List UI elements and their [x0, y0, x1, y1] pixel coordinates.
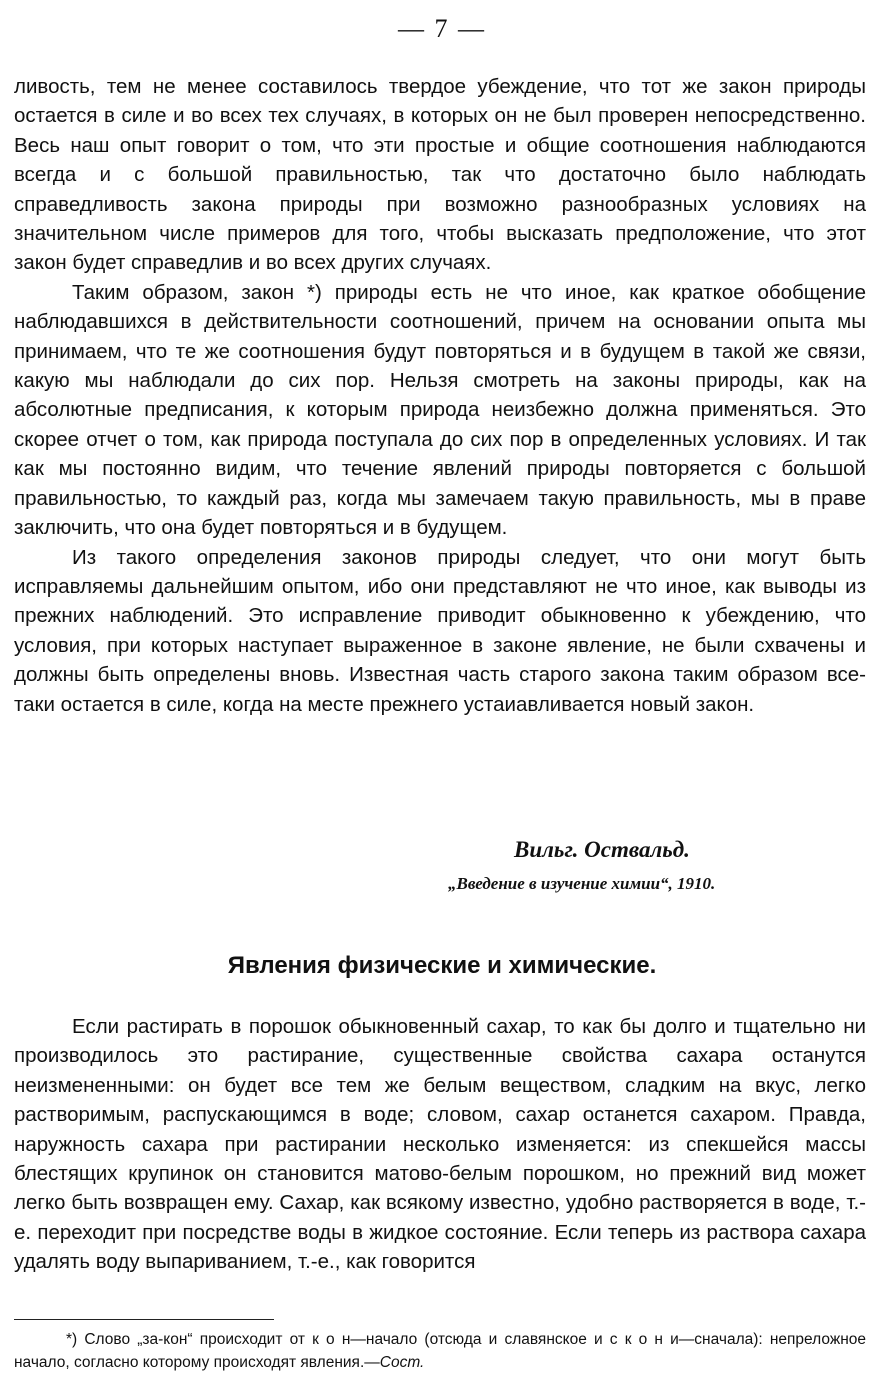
- quote-author: Вильг. Оствальд.: [514, 837, 690, 862]
- paragraph-sugar: Если растирать в порошок обыкновенный сахар, то как бы долго и тщательно ни производилось это растирание, существенные свойства сахара останутся неизмененными: он будет все тем же белым веществом, сладким на вкус, легко растворимым, распускающимся в воде; словом, сахар останется сахаром. Правда, наружность сахара при растирании несколько изменяется: из спекшейся массы блестящих крупинок он становится матово-белым порошком, но прежний вид может легко быть возвращен ему. Сахар, как всякому известно, удобно растворяется в воде, т.-е. переходит при посредстве воды в жидкое состояние. Если теперь из раствора сахара удалять воду выпариванием, т.-е., как говорится: [14, 1015, 866, 1274]
- footnote-divider: [14, 1319, 274, 1320]
- quote-source: „Введение в изучение химии“, 1910.: [448, 874, 716, 893]
- paragraph-law-definition: Таким образом, закон *) природы есть не что иное, как краткое обобщение наблюдавшихся в действительности соотношений, причем на основании опыта мы принимаем, что те же соотношения будут повторяться и в будущем в такой же связи, какую мы наблюдали до сих пор. Нельзя смотреть на законы природы, как на абсолютные предписания, к которым природа неизбежно должна применяться. Это скорее отчет о том, как природа поступала до сих пор в определенных условиях. И так как мы постоянно видим, что течение явлений природы повторяется с большой правильностью, то каждый раз, когда мы замечаем такую правильность, мы в праве заключить, что она будет повторяться и в будущем.: [14, 280, 866, 540]
- footnote-signoff: Сост.: [379, 1354, 425, 1371]
- text-block-phenomena: [14, 1012, 866, 1277]
- paragraph-law-correction: Из такого определения законов природы следует, что они могут быть исправляемы дальнейшим опытом, ибо они представляют не что иное, как выводы из прежних наблюдений. Это исправление приводит обыкновенно к убеждению, что условия, при которых наступает выраженное в законе явление, не были схвачены и должны быть определены вновь. Известная часть старого закона таким образом все-таки остается в силе, когда на месте прежнего устаиавливается новый закон.: [14, 545, 866, 716]
- footnote: [14, 1328, 866, 1374]
- section-heading: Явления физические и химические.: [227, 952, 657, 979]
- footnote-text: *) Слово „за-кон“ происходит от к о н—начало (отсюда и славянское и с к о н и—сначала): непреложное начало, согласно которому происходят явления.—: [14, 1331, 866, 1371]
- page-number: — 7 —: [398, 14, 486, 43]
- text-block-ostwald: [14, 72, 866, 719]
- paragraph-continued: ливость, тем не менее составилось твердое убеждение, что тот же закон природы остается в силе и во всех тех случаях, в которых он не был проверен непосредственно. Весь наш опыт говорит о том, что эти простые и общие соотношения наблюдаются всегда и с большой правильностью, так что достаточно было наблюдать справедливость закона природы при возможно разнообразных условиях на значительном числе примеров для того, чтобы высказать предположение, что этот закон будет справедлив и во всех других случаях.: [14, 75, 866, 275]
